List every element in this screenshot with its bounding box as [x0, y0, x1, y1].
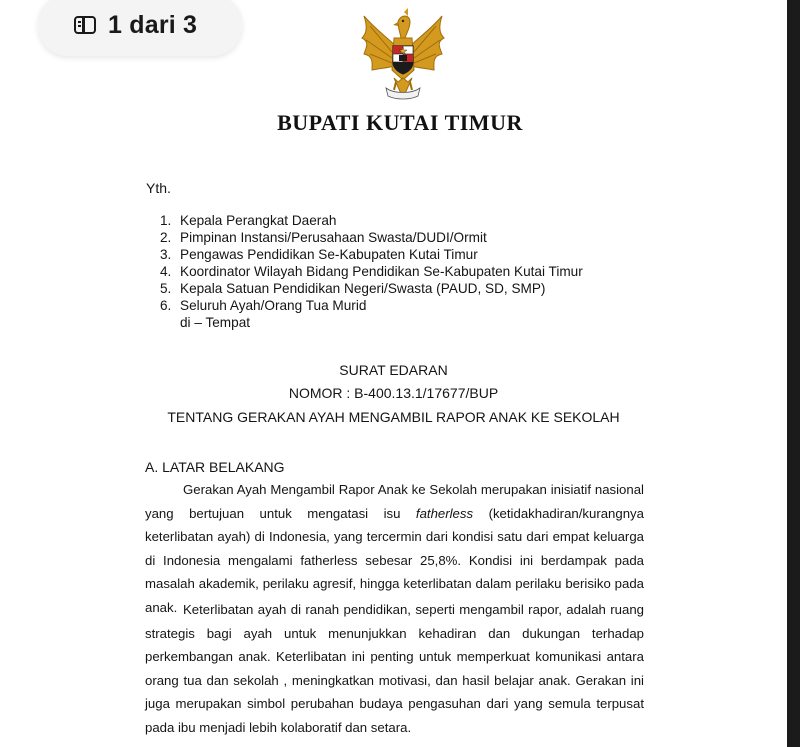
list-item: 3. Pengawas Pendidikan Se-Kabupaten Kutai Timur [160, 247, 478, 262]
recipient-list [160, 212, 583, 314]
italic-term: fatherless [415, 505, 474, 521]
list-item: 5. Kepala Satuan Pendidikan Negeri/Swasta (PAUD, SD, SMP) [160, 281, 546, 296]
page-indicator[interactable] [38, 0, 242, 56]
page-indicator-label: 1 dari 3 [108, 10, 198, 39]
list-item: 1. Kepala Perangkat Daerah [160, 213, 337, 228]
circular-number: NOMOR : B-400.13.1/17677/BUP [288, 385, 499, 401]
list-item: 4. Koordinator Wilayah Bidang Pendidikan Se-Kabupaten Kutai Timur [160, 264, 583, 279]
salutation: Yth. [146, 180, 171, 196]
list-item: 2. Pimpinan Instansi/Perusahaan Swasta/DUDI/Ormit [160, 230, 487, 245]
background-paragraph-1: Gerakan Ayah Mengambil Rapor Anak ke Sekolah merupakan inisiatif nasional yang bertujuan untuk mengatasi isu fatherless (ketidakhadiran/kurangnya keterlibatan ayah) di Indonesia, yang tercermin dari kondisi satu dari empat keluarga di Indonesia mengalami fatherless sebesar 25,8%. Kondisi ini berdampak pada masalah akademik, perilaku agresif, hingga keterlibatan dalam perilaku berisiko pada anak. [145, 482, 644, 615]
letterhead-title: BUPATI KUTAI TIMUR [277, 110, 523, 135]
page-panel-icon [74, 16, 96, 34]
circular-subject: TENTANG GERAKAN AYAH MENGAMBIL RAPOR ANAK KE SEKOLAH [167, 409, 620, 425]
recipient-location: di – Tempat [180, 315, 251, 330]
section-heading: A. LATAR BELAKANG [145, 459, 285, 475]
garuda-pancasila-emblem-icon [358, 8, 448, 106]
background-paragraph-2: Keterlibatan ayah di ranah pendidikan, seperti mengambil rapor, adalah ruang strategis bagi ayah untuk menunjukkan kehadiran dan dukungan terhadap perkembangan anak. Keterlibatan ini penting untuk memperkuat komunikasi antara orang tua dan sekolah , meningkatkan motivasi, dan hasil belajar anak. Gerakan ini juga merupakan simbol perubahan budaya pengasuhan dari yang semula terpusat pada ibu menjadi lebih kolaboratif dan setara. [145, 602, 644, 735]
circular-type: SURAT EDARAN [339, 362, 448, 378]
list-item: 6. Seluruh Ayah/Orang Tua Murid [160, 298, 367, 313]
